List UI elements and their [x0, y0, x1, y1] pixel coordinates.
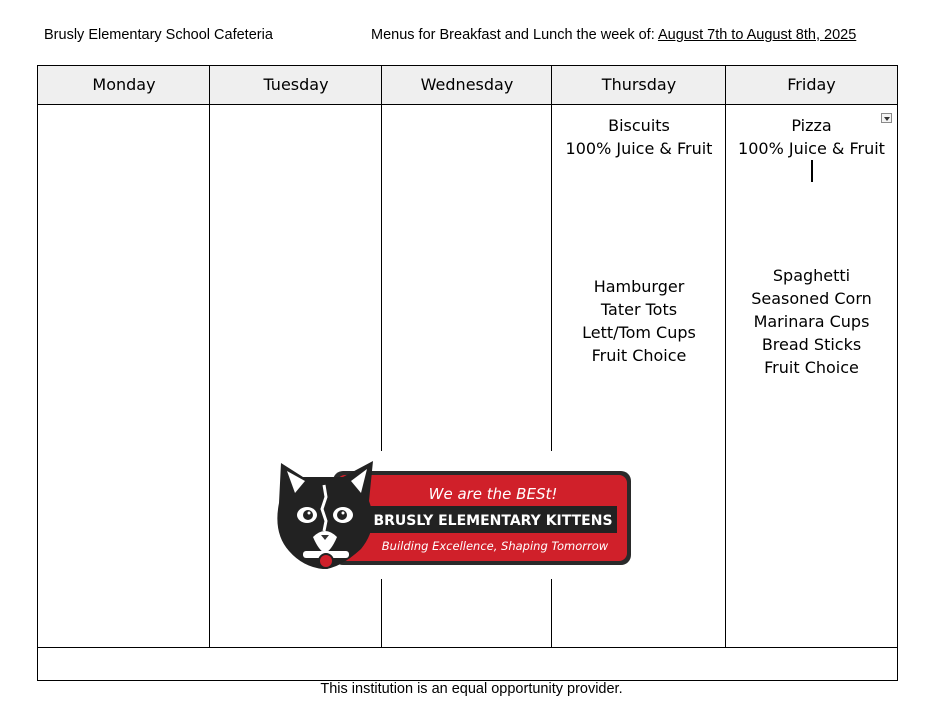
menu-item: Biscuits [608, 116, 670, 135]
day-header-tuesday: Tuesday [263, 75, 329, 94]
day-header-thursday: Thursday [601, 75, 677, 94]
menu-item: Lett/Tom Cups [582, 323, 696, 342]
menu-item: Pizza [791, 116, 832, 135]
thursday-lunch [552, 275, 726, 367]
day-header-wednesday: Wednesday [420, 75, 514, 94]
menu-item: Tater Tots [600, 300, 678, 319]
thursday-breakfast [552, 114, 726, 160]
week-label: Menus for Breakfast and Lunch the week of: [371, 27, 658, 43]
menu-item: 100% Juice & Fruit [565, 139, 713, 158]
week-heading [371, 27, 856, 43]
week-range: August 7th to August 8th, 2025 [657, 27, 857, 43]
equal-opportunity-notice: This institution is an equal opportunity provider. [320, 681, 623, 697]
dropdown-arrow-icon[interactable] [881, 113, 892, 123]
menu-item: 100% Juice & Fruit [738, 139, 885, 158]
menu-item: Hamburger [593, 277, 685, 296]
banner-school-name: BRUSLY ELEMENTARY KITTENS [373, 513, 613, 529]
text-cursor [811, 160, 813, 182]
menu-item: Fruit Choice [591, 346, 687, 365]
kitten-banner-graphic [273, 451, 635, 579]
footer-row-divider [38, 647, 897, 648]
menu-item: Marinara Cups [753, 312, 870, 331]
menu-item: Spaghetti [772, 266, 851, 285]
school-banner [273, 451, 635, 579]
school-name: Brusly Elementary School Cafeteria [44, 27, 273, 43]
menu-item: Seasoned Corn [751, 289, 872, 308]
menu-table [37, 65, 898, 681]
day-header-monday: Monday [92, 75, 156, 94]
day-header-row [38, 66, 897, 105]
banner-tagline: We are the BESt! [428, 485, 558, 503]
friday-lunch [726, 264, 897, 379]
column-divider [209, 66, 210, 647]
menu-item: Bread Sticks [761, 335, 862, 354]
menu-item: Fruit Choice [764, 358, 859, 377]
day-header-friday: Friday [787, 75, 836, 94]
friday-breakfast[interactable] [726, 114, 897, 160]
banner-motto: Building Excellence, Shaping Tomorrow [381, 539, 609, 553]
